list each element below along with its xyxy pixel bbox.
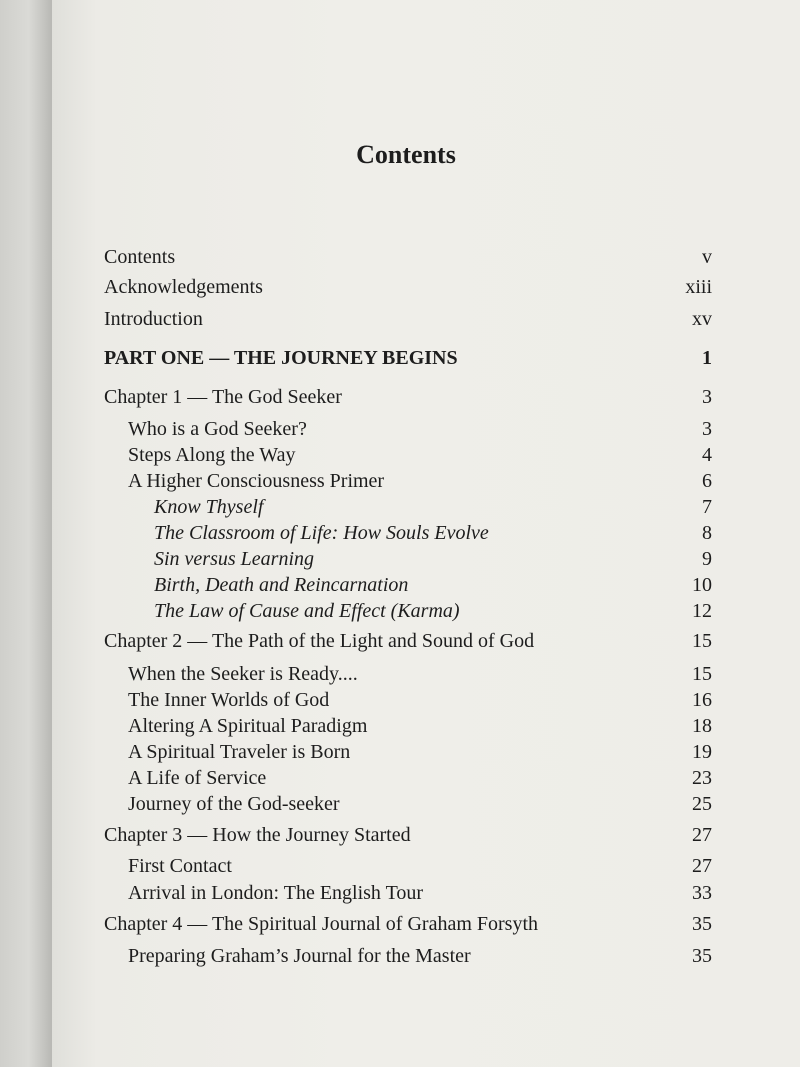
- toc-entry-page: 8: [702, 522, 712, 544]
- toc-entry-label: Introduction: [104, 308, 203, 330]
- toc-subsection-entry: [0, 546, 712, 572]
- toc-entry-page: 7: [702, 496, 712, 518]
- toc-entry-page: 3: [702, 418, 712, 440]
- toc-entry-label: A Life of Service: [128, 767, 267, 789]
- toc-entry-page: 35: [692, 945, 712, 967]
- toc-entry-page: v: [702, 246, 712, 268]
- toc-entry-label: Birth, Death and Reincarnation: [154, 574, 409, 596]
- toc-subsection-entry: [0, 494, 712, 520]
- toc-entry-label: Know Thyself: [154, 496, 264, 518]
- toc-subsection-entry: [0, 572, 712, 598]
- toc-chapter-entry: [0, 384, 712, 410]
- toc-entry-page: 3: [702, 386, 712, 408]
- toc-section-entry: [0, 442, 712, 468]
- toc-entry-page: 12: [692, 600, 712, 622]
- toc-entry-label: Arrival in London: The English Tour: [128, 882, 424, 904]
- toc-entry-page: 25: [692, 793, 712, 815]
- toc-entry-page: 33: [692, 882, 712, 904]
- toc-entry-label: Contents: [104, 246, 176, 268]
- toc-entry-page: xv: [692, 308, 712, 330]
- toc-entry-label: Journey of the God-seeker: [128, 793, 340, 815]
- toc-section-entry: [0, 687, 712, 713]
- toc-entry-page: 35: [692, 913, 712, 935]
- toc-entry-label: The Law of Cause and Effect (Karma): [154, 600, 460, 622]
- toc-section-entry: [0, 791, 712, 817]
- toc-entry-label: PART ONE — THE JOURNEY BEGINS: [104, 347, 458, 369]
- toc-entry-page: 9: [702, 548, 712, 570]
- toc-entry-label: Steps Along the Way: [128, 444, 296, 466]
- toc-entry-label: The Classroom of Life: How Souls Evolve: [154, 522, 489, 544]
- page-title: Contents: [356, 140, 456, 169]
- toc-entry-page: 4: [702, 444, 712, 466]
- toc-entry-label: Chapter 1 — The God Seeker: [104, 386, 342, 408]
- toc-section-entry: [0, 416, 712, 442]
- toc-section-entry: [0, 468, 712, 494]
- toc-section-entry: [0, 713, 712, 739]
- toc-section-entry: [0, 943, 712, 969]
- toc-section-entry: [0, 739, 712, 765]
- toc-entry-page: 18: [692, 715, 712, 737]
- toc-chapter-entry: [0, 911, 712, 937]
- toc-entry-label: Acknowledgements: [104, 276, 263, 298]
- toc-entry-page: 27: [692, 824, 712, 846]
- toc-entry-page: 6: [702, 470, 712, 492]
- toc-chapter-entry: [0, 822, 712, 848]
- toc-entry-page: 19: [692, 741, 712, 763]
- toc-entry-label: The Inner Worlds of God: [128, 689, 330, 711]
- toc-entry-page: 10: [692, 574, 712, 596]
- toc-entry-page: 15: [692, 630, 712, 652]
- toc-chapter-entry: [0, 628, 712, 654]
- toc-entry-label: Sin versus Learning: [154, 548, 314, 570]
- toc-entry-label: Altering A Spiritual Paradigm: [128, 715, 368, 737]
- toc-entry-label: Chapter 4 — The Spiritual Journal of Graham Forsyth: [104, 913, 539, 935]
- toc-entry-page: 16: [692, 689, 712, 711]
- toc-entry-label: Chapter 2 — The Path of the Light and Sound of God: [104, 630, 535, 652]
- toc-section-entry: [0, 661, 712, 687]
- toc-entry-introduction: [0, 306, 712, 332]
- toc-section-entry: [0, 880, 712, 906]
- toc-part-heading: [0, 345, 712, 371]
- toc-entry-label: First Contact: [128, 855, 232, 877]
- toc-section-entry: [0, 765, 712, 791]
- toc-entry-contents: [0, 244, 712, 270]
- toc-entry-page: 23: [692, 767, 712, 789]
- toc-section-entry: [0, 853, 712, 879]
- toc-entry-label: Preparing Graham’s Journal for the Master: [128, 945, 471, 967]
- toc-subsection-entry: [0, 520, 712, 546]
- toc-entry-page: 1: [702, 347, 712, 369]
- toc-entry-label: When the Seeker is Ready....: [128, 663, 358, 685]
- toc-entry-label: Chapter 3 — How the Journey Started: [104, 824, 411, 846]
- toc-entry-label: A Spiritual Traveler is Born: [128, 741, 351, 763]
- toc-entry-acknowledgements: [0, 274, 712, 300]
- toc-entry-label: A Higher Consciousness Primer: [128, 470, 385, 492]
- toc-entry-page: 27: [692, 855, 712, 877]
- toc-entry-page: xiii: [685, 276, 712, 298]
- toc-entry-label: Who is a God Seeker?: [128, 418, 307, 440]
- toc-subsection-entry: [0, 598, 712, 624]
- toc-entry-page: 15: [692, 663, 712, 685]
